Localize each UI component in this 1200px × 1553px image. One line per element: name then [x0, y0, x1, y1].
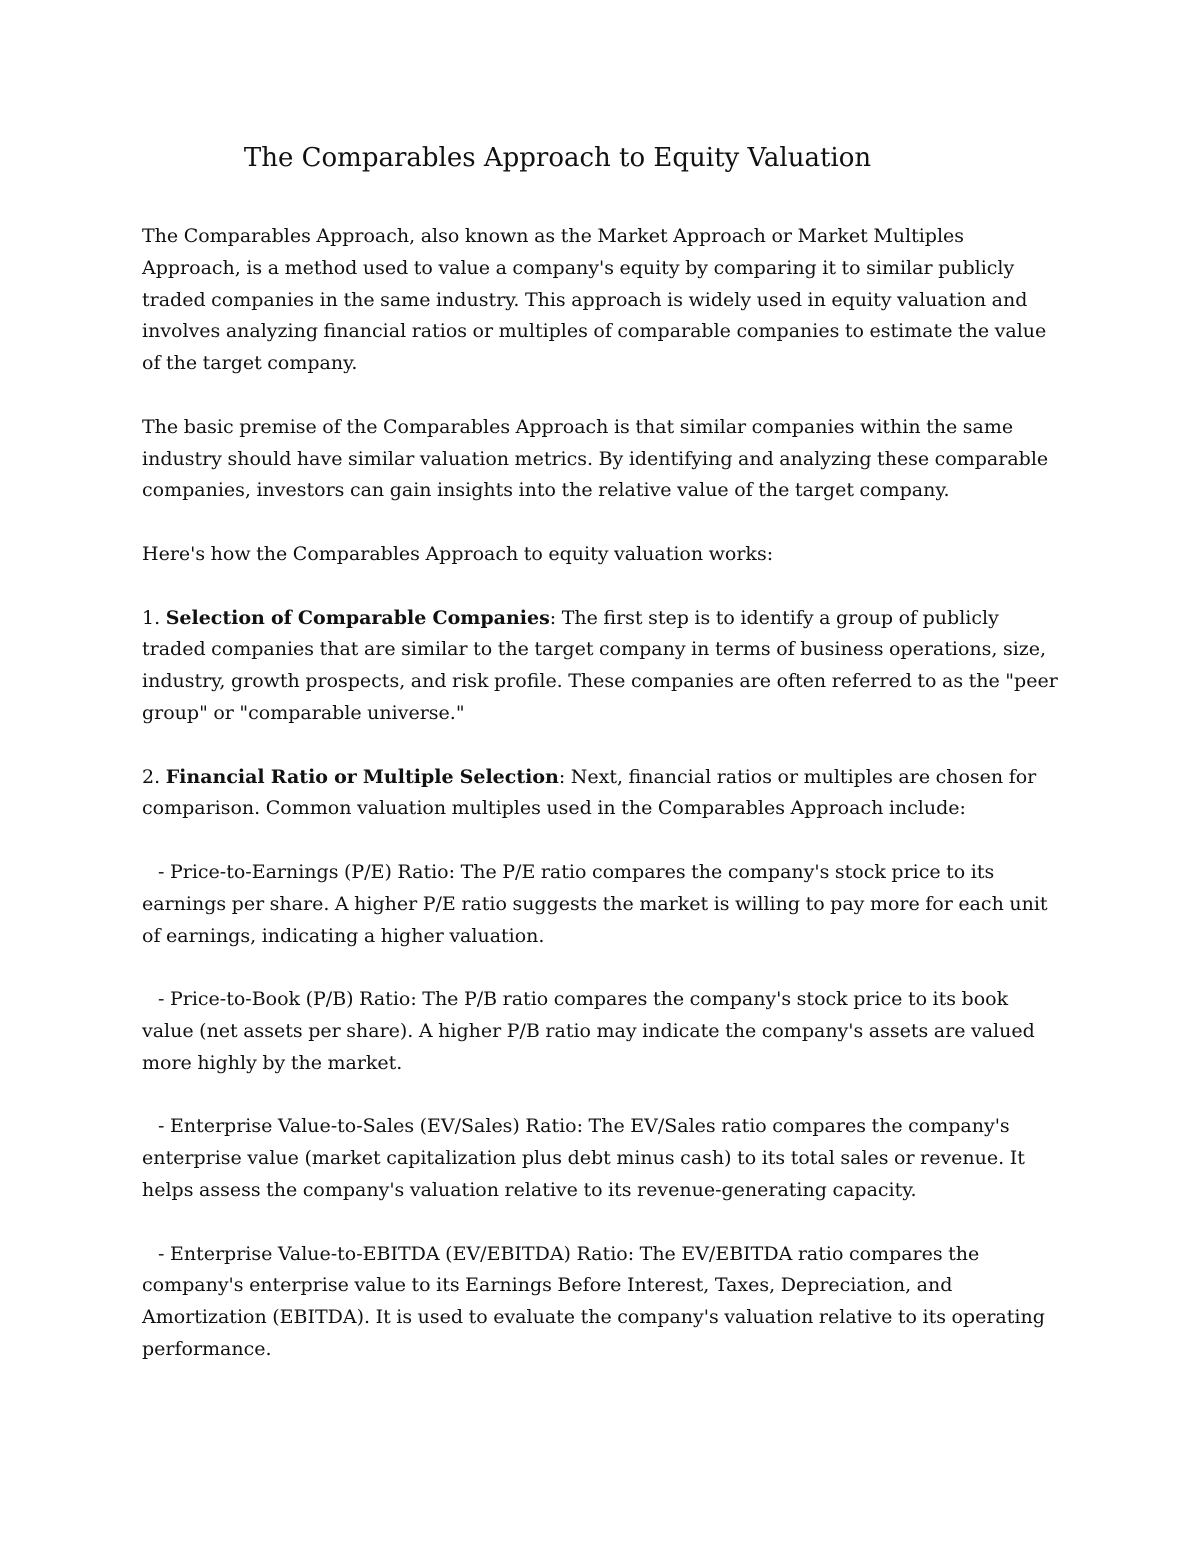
step-text: : Next, financial ratios or multiples are chosen for comparison. Common valuation multiples used in the Comparables Approach include: [142, 765, 1037, 820]
step-number: 2. [142, 765, 161, 788]
multiple-item: - Price-to-Earnings (P/E) Ratio: The P/E ratio compares the company's stock price to its earnings per share. A higher P/E ratio suggests the market is willing to pay more for each unit of earnings, indicating a higher valuation. [142, 860, 1048, 947]
document-title: The Comparables Approach to Equity Valuation [243, 143, 872, 173]
premise-paragraph: The basic premise of the Comparables Approach is that similar companies within the same industry should have similar valuation metrics. By identifying and analyzing these comparable companies, investors can gain insights into the relative value of the target company. [142, 415, 1049, 502]
step-number: 1. [142, 606, 161, 629]
step-text: : The first step is to identify a group of publicly traded companies that are similar to the target company in terms of business operations, size, industry, growth prospects, and risk profile. These companies are often referred to as the "peer group" or "comparable universe." [142, 606, 1058, 724]
step-paragraph [142, 603, 1062, 730]
how-it-works-paragraph: Here's how the Comparables Approach to equity valuation works: [142, 542, 774, 565]
step-paragraph [142, 762, 1062, 826]
multiple-item: - Price-to-Book (P/B) Ratio: The P/B ratio compares the company's stock price to its book value (net assets per share). A higher P/B ratio may indicate the company's assets are valued more highly by the market. [142, 988, 1035, 1074]
multiple-item: - Enterprise Value-to-Sales (EV/Sales) Ratio: The EV/Sales ratio compares the company's enterprise value (market capitalization plus debt minus cash) to its total sales or revenue. It helps assess the company's valuation relative to its revenue-generating capacity. [142, 1115, 1025, 1201]
multiple-item: - Enterprise Value-to-EBITDA (EV/EBITDA) Ratio: The EV/EBITDA ratio compares the company's enterprise value to its Earnings Before Interest, Taxes, Depreciation, and Amortization (EBITDA). It is used to evaluate the company's valuation relative to its operating performance. [142, 1242, 1045, 1360]
intro-paragraph: The Comparables Approach, also known as the Market Approach or Market Multiples Approach, is a method used to value a company's equity by comparing it to similar publicly traded companies in the same industry. This approach is widely used in equity valuation and involves analyzing financial ratios or multiples of comparable companies to estimate the value of the target company. [142, 225, 1047, 375]
document-body [142, 221, 1062, 1397]
step-heading: Financial Ratio or Multiple Selection [165, 765, 559, 788]
step-heading: Selection of Comparable Companies [165, 606, 550, 629]
